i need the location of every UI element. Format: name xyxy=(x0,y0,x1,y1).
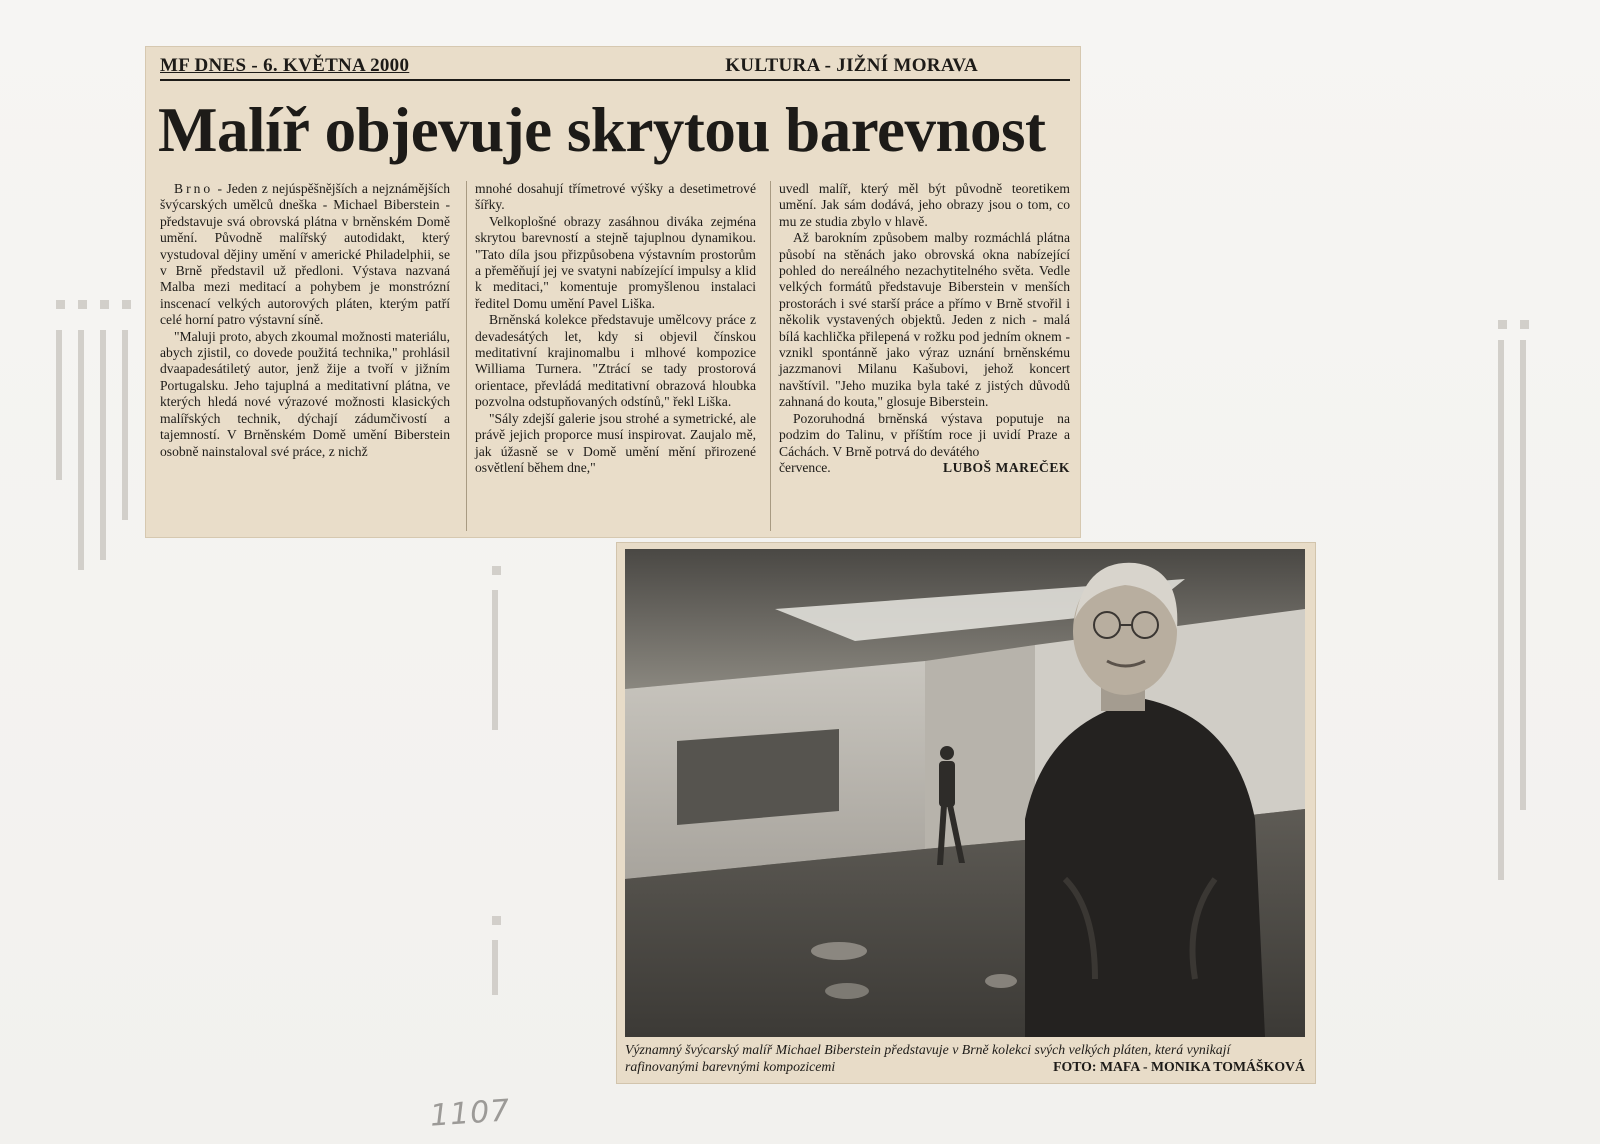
article-paragraph-end: července. xyxy=(779,459,831,475)
article-paragraph: Pozoruhodná brněnská výstava poputuje na podzim do Talinu, v příštím roce ji uvidí Praze a Cáchách. V Brně potrvá do devátého xyxy=(779,410,1070,459)
masthead-section: KULTURA - JIŽNÍ MORAVA xyxy=(725,55,978,76)
article-column-2 xyxy=(466,181,756,531)
photo-caption xyxy=(625,1041,1305,1075)
handwritten-page-number: 1107 xyxy=(428,1093,512,1134)
article-body xyxy=(160,181,1070,531)
floor-object xyxy=(811,942,867,960)
article-clipping xyxy=(146,47,1080,537)
floor-object xyxy=(825,983,869,999)
gallery-photo-illustration xyxy=(625,549,1305,1037)
article-paragraph: Brno - Jeden z nejúspěšnějších a nejznámějších švýcarských umělců dneška - Michael Biberstein - představuje svá obrovská plátna v brněnském Domě umění. Původně malířský autodidakt, který vystudoval dějiny umění v americké Philadelphii, se v Brně představil už předloni. Výstava nazvaná Malba mezi meditací a pohybem je monstrózní inscenací velkých autorových pláten, kterým patří celé horní patro výstavní síně. xyxy=(160,181,450,328)
article-headline: Malíř objevuje skrytou barevnost xyxy=(158,95,1046,165)
gallery-photo xyxy=(625,549,1305,1037)
floor-object xyxy=(985,974,1017,988)
article-paragraph: "Maluji proto, abych zkoumal možnosti materiálu, abych zjistil, co dovede použitá technika," prohlásil dvaapadesátiletý autor, jenž žije a tvoří v jižním Portugalsku. Jeho tajuplná a meditativní plátna, ve kterých hledá nové výrazové možnosti klasických malířských technik, dýchají zádumčivostí a tajemností. V Brněnském Domě umění Biberstein osobně nainstaloval své práce, z nichž xyxy=(160,328,450,459)
article-paragraph: mnohé dosahují třímetrové výšky a desetimetrové šířky. xyxy=(475,181,756,213)
article-paragraph: Velkoplošné obrazy zasáhnou diváka zejména skrytou barevností a stejně tajuplnou dynamikou. "Tato díla jsou přizpůsobena výstavním prostorům a přeměňují jej ve svatyni nabízející impulsy a klid k meditaci," komentuje promyšlenou instalaci ředitel Domu umění Pavel Liška. xyxy=(475,213,756,311)
masthead xyxy=(160,53,1070,81)
photo-clipping xyxy=(617,543,1315,1083)
photo-credit: FOTO: MAFA - MONIKA TOMÁŠKOVÁ xyxy=(1053,1059,1305,1074)
article-column-3 xyxy=(770,181,1070,531)
article-dateline: Brno xyxy=(174,181,214,196)
article-paragraph: uvedl malíř, který měl být původně teoretikem umění. Jak sám dodává, jeho obrazy jsou o tom, co mu ze studia zbylo v hlavě. xyxy=(779,181,1070,229)
article-paragraph: Až barokním způsobem malby rozmáchlá plátna působí na stěnách jako obrovská okna nabízející pohled do nereálného nezachytitelného světa. Vedle velkých formátů představuje Biberstein v menších prostorách i své starší práce a přímo v Brně stvořil i několik vystavených objektů. Jeden z nich - malá bílá kachlička přilepená v rožku pod jedním oknem - vznikl spontánně jako výraz uznání brněnskému jazzmanovi Milanu Kašubovi, jehož koncert navštívil. "Jeho muzika byla také z jistých důvodů zahnaná do kouta," glosuje Biberstein. xyxy=(779,230,1070,410)
article-paragraph: "Sály zdejší galerie jsou strohé a symetrické, ale právě jejich proporce musí inspirovat. Zaujalo mě, jak úžasně se v Domě umění mění přirozené osvětlení během dne," xyxy=(475,410,756,475)
article-column-1 xyxy=(160,181,450,531)
article-author: LUBOŠ MAREČEK xyxy=(943,459,1070,475)
masthead-paper-date: MF DNES - 6. KVĚTNA 2000 xyxy=(160,55,410,76)
article-closing-line xyxy=(779,460,1070,476)
photo-caption-text: Významný švýcarský malíř Michael Biberstein představuje v Brně kolekci svých velkých pláten, která vynikají rafinovanými barevnými kompozicemi xyxy=(625,1042,1231,1074)
article-paragraph: Brněnská kolekce představuje umělcovy práce z devadesátých let, kdy si objevil čínskou meditativní krajinomalbu i mlhové kompozice Williama Turnera. "Ztrácí se tady prostorová orientace, převládá meditativní obrazová hloubka pozvolna odstupňovaných odstínů," řekl Liška. xyxy=(475,312,756,410)
large-painting xyxy=(677,729,839,825)
